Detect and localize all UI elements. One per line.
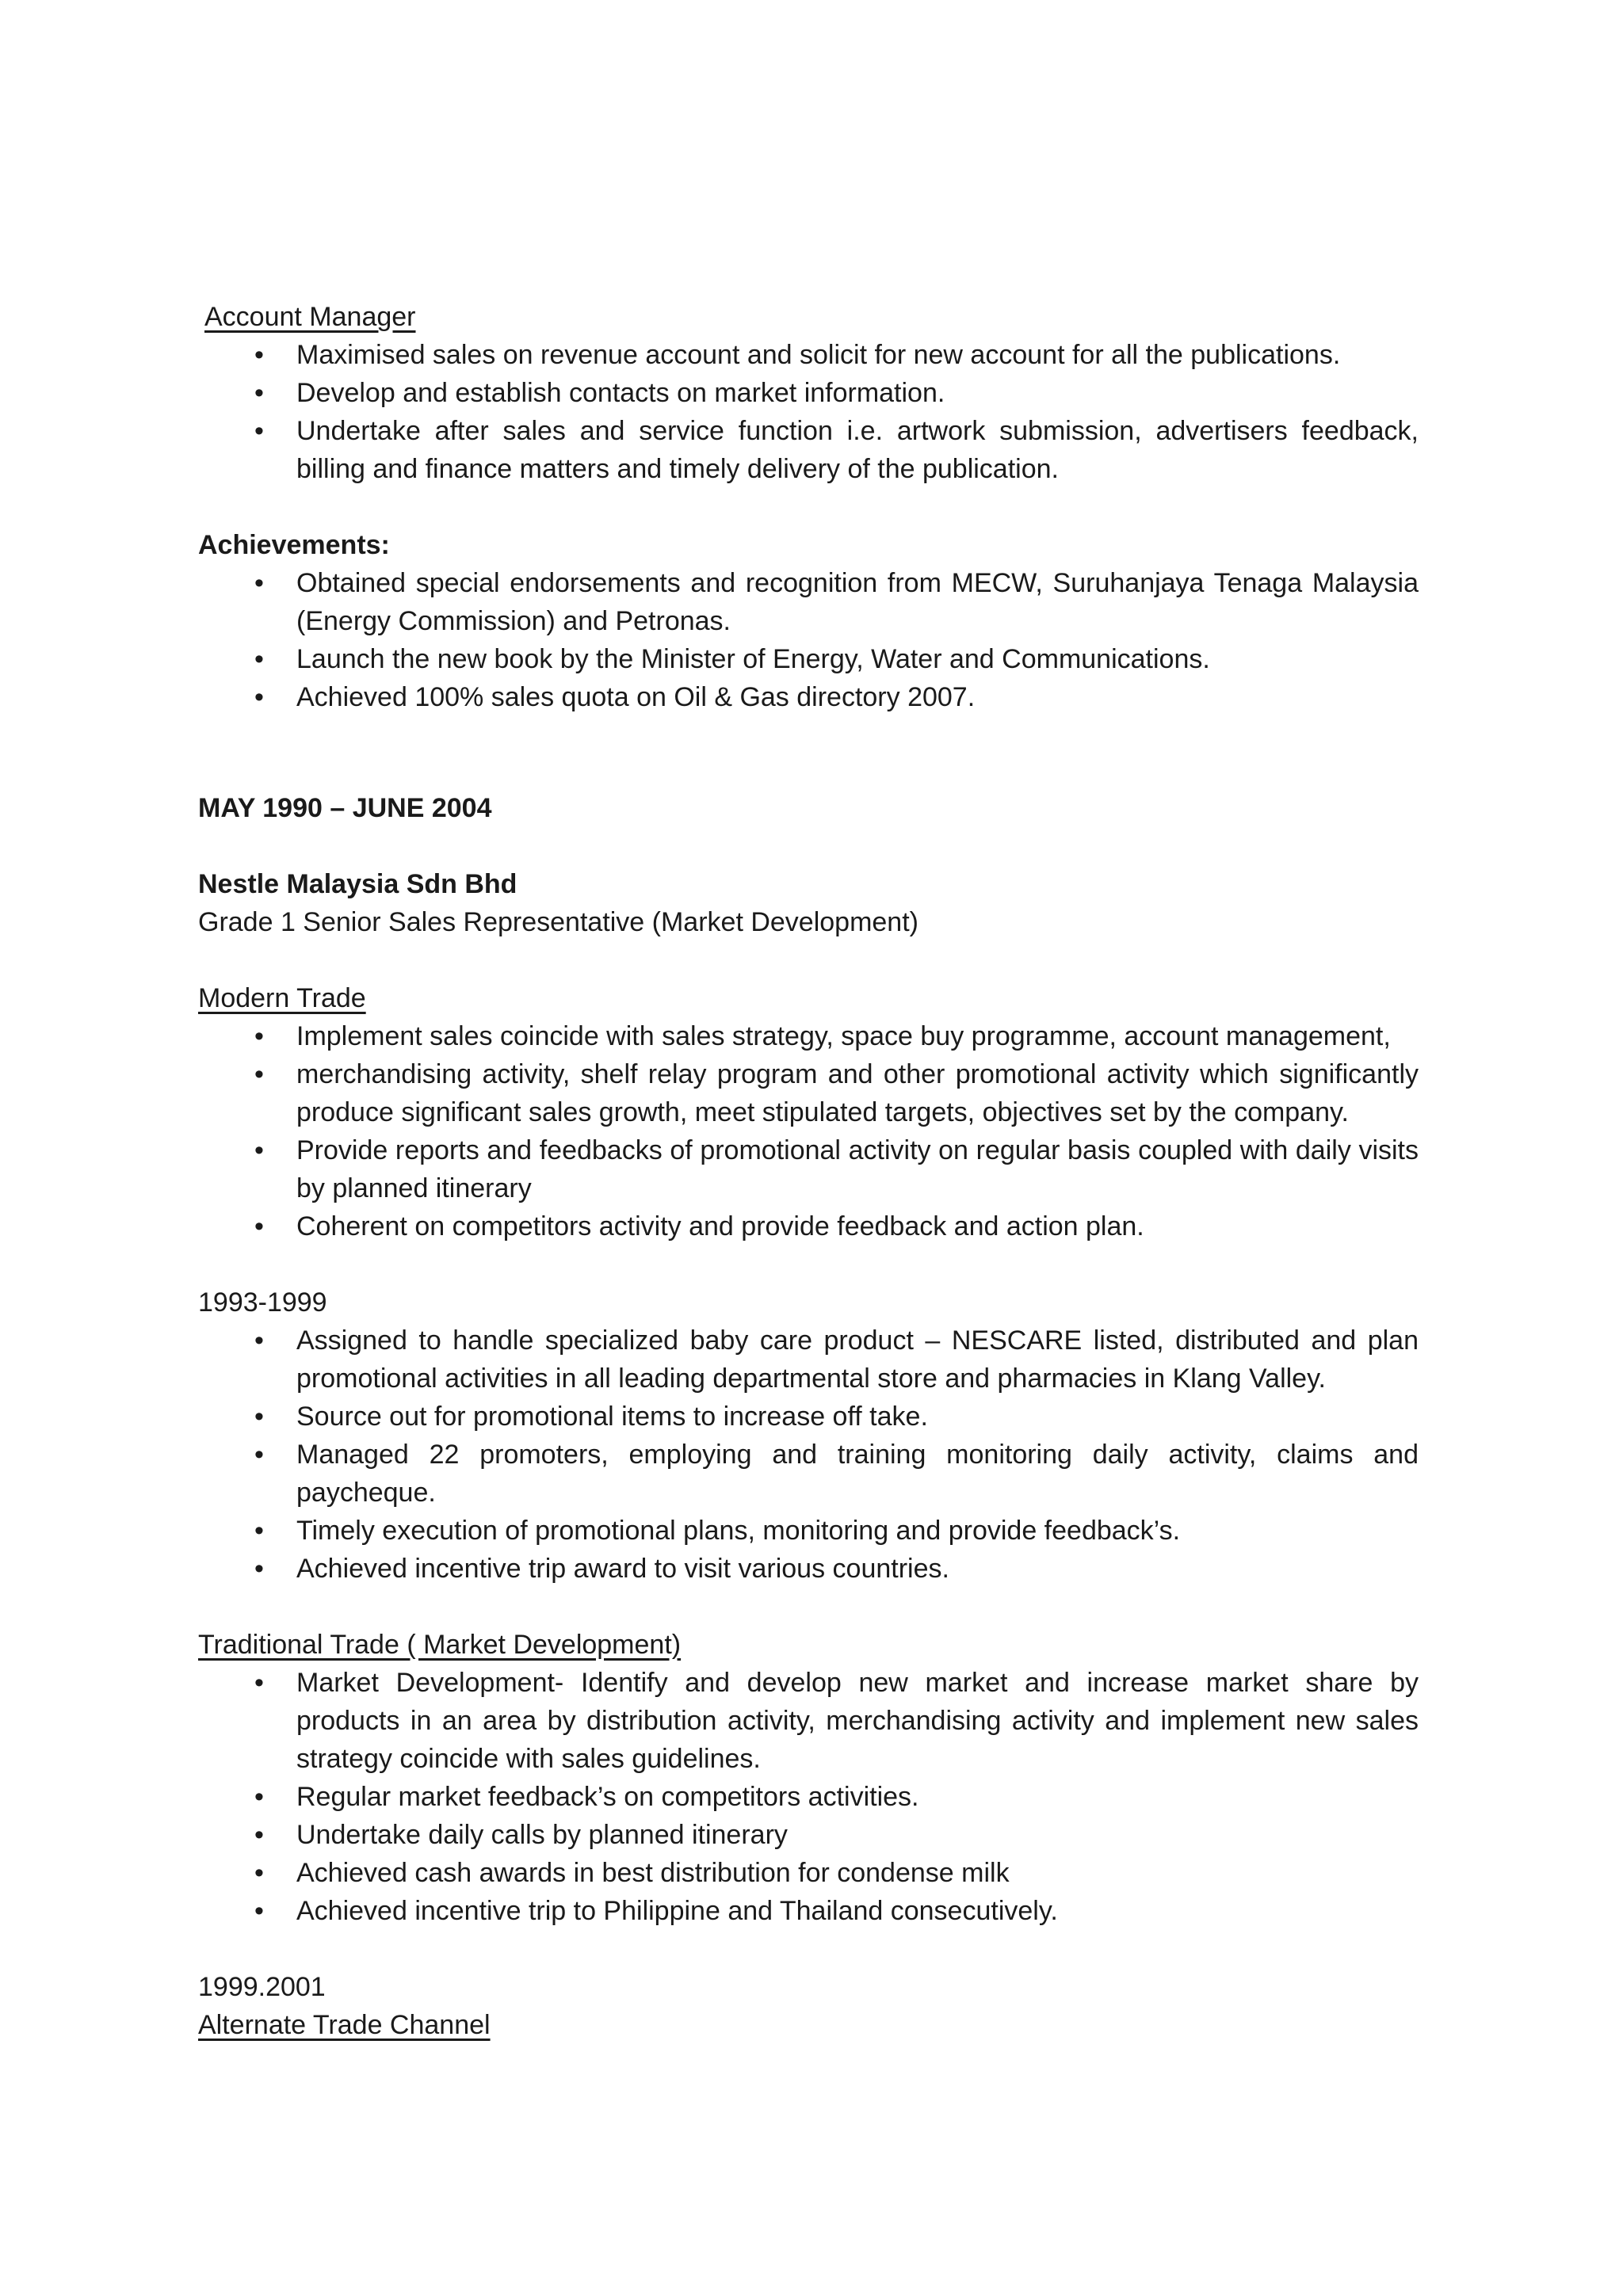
bullet-icon: • bbox=[254, 1325, 264, 1356]
section-heading-modern-trade: Modern Trade bbox=[198, 983, 366, 1013]
bullet-icon: • bbox=[254, 1021, 264, 1051]
list-item: • Launch the new book by the Minister of Energy, Water and Communications. bbox=[198, 640, 1419, 678]
list-item: • Implement sales coincide with sales strategy, space buy programme, account management, bbox=[198, 1017, 1419, 1055]
list-item: • Undertake after sales and service function i.e. artwork submission, advertisers feedback, billing and finance matters and timely delivery of the publication. bbox=[198, 412, 1419, 488]
bullet-icon: • bbox=[254, 1668, 264, 1698]
bullet-icon: • bbox=[254, 1820, 264, 1850]
bullet-icon: • bbox=[254, 1059, 264, 1089]
bullet-icon: • bbox=[254, 1782, 264, 1812]
bullet-icon: • bbox=[254, 1135, 264, 1165]
section-heading-account-manager: Account Manager bbox=[204, 302, 416, 332]
section-heading-alternate-trade: Alternate Trade Channel bbox=[198, 2010, 491, 2040]
section-heading-traditional-trade: Traditional Trade ( Market Development) bbox=[198, 1630, 682, 1660]
bullet-icon: • bbox=[254, 340, 264, 370]
bullet-icon: • bbox=[254, 1554, 264, 1584]
list-item: • Achieved incentive trip to Philippine and Thailand consecutively. bbox=[198, 1892, 1419, 1930]
list-item: • Obtained special endorsements and recognition from MECW, Suruhanjaya Tenaga Malaysia (Energy Commission) and Petronas. bbox=[198, 564, 1419, 640]
bullet-icon: • bbox=[254, 644, 264, 674]
list-item: • Achieved cash awards in best distribution for condense milk bbox=[198, 1854, 1419, 1892]
bullet-icon: • bbox=[254, 1896, 264, 1926]
list-item: • Assigned to handle specialized baby care product – NESCARE listed, distributed and plan promotional activities in all leading departmental store and pharmacies in Klang Valley. bbox=[198, 1322, 1419, 1398]
list-item: • Provide reports and feedbacks of promotional activity on regular basis coupled with daily visits by planned itinerary bbox=[198, 1131, 1419, 1207]
bullet-icon: • bbox=[254, 682, 264, 712]
account-manager-list bbox=[198, 336, 1419, 488]
list-item: • Develop and establish contacts on market information. bbox=[198, 374, 1419, 412]
achievements-list bbox=[198, 564, 1419, 716]
bullet-icon: • bbox=[254, 1440, 264, 1470]
section-heading-1993-1999: 1993-1999 bbox=[198, 1287, 327, 1318]
list-item: • Managed 22 promoters, employing and training monitoring daily activity, claims and paycheque. bbox=[198, 1436, 1419, 1512]
list-item: • Undertake daily calls by planned itinerary bbox=[198, 1816, 1419, 1854]
bullet-icon: • bbox=[254, 1516, 264, 1546]
list-item: • merchandising activity, shelf relay program and other promotional activity which significantly produce significant sales growth, meet stipulated targets, objectives set by the company. bbox=[198, 1055, 1419, 1131]
company-name: Nestle Malaysia Sdn Bhd bbox=[198, 869, 517, 899]
bullet-icon: • bbox=[254, 1211, 264, 1241]
list-item: • Maximised sales on revenue account and solicit for new account for all the publications. bbox=[198, 336, 1419, 374]
years-1993-list bbox=[198, 1322, 1419, 1588]
list-item: • Market Development- Identify and develop new market and increase market share by products in an area by distribution activity, merchandising activity and implement new sales strategy coincide with sales guidelines. bbox=[198, 1664, 1419, 1778]
list-item: • Achieved 100% sales quota on Oil & Gas directory 2007. bbox=[198, 678, 1419, 716]
traditional-trade-list bbox=[198, 1664, 1419, 1930]
employment-period: MAY 1990 – JUNE 2004 bbox=[198, 793, 492, 823]
job-position: Grade 1 Senior Sales Representative (Market Development) bbox=[198, 907, 918, 937]
list-item: • Source out for promotional items to increase off take. bbox=[198, 1398, 1419, 1436]
section-heading-1999-2001: 1999.2001 bbox=[198, 1972, 326, 2002]
list-item: • Coherent on competitors activity and provide feedback and action plan. bbox=[198, 1207, 1419, 1245]
bullet-icon: • bbox=[254, 416, 264, 446]
bullet-icon: • bbox=[254, 568, 264, 598]
list-item: • Achieved incentive trip award to visit various countries. bbox=[198, 1550, 1419, 1588]
bullet-icon: • bbox=[254, 378, 264, 408]
resume-content bbox=[198, 298, 1419, 2044]
list-item: • Timely execution of promotional plans, monitoring and provide feedback’s. bbox=[198, 1512, 1419, 1550]
list-item: • Regular market feedback’s on competitors activities. bbox=[198, 1778, 1419, 1816]
modern-trade-list bbox=[198, 1017, 1419, 1245]
section-heading-achievements: Achievements: bbox=[198, 530, 390, 560]
bullet-icon: • bbox=[254, 1402, 264, 1432]
bullet-icon: • bbox=[254, 1858, 264, 1888]
